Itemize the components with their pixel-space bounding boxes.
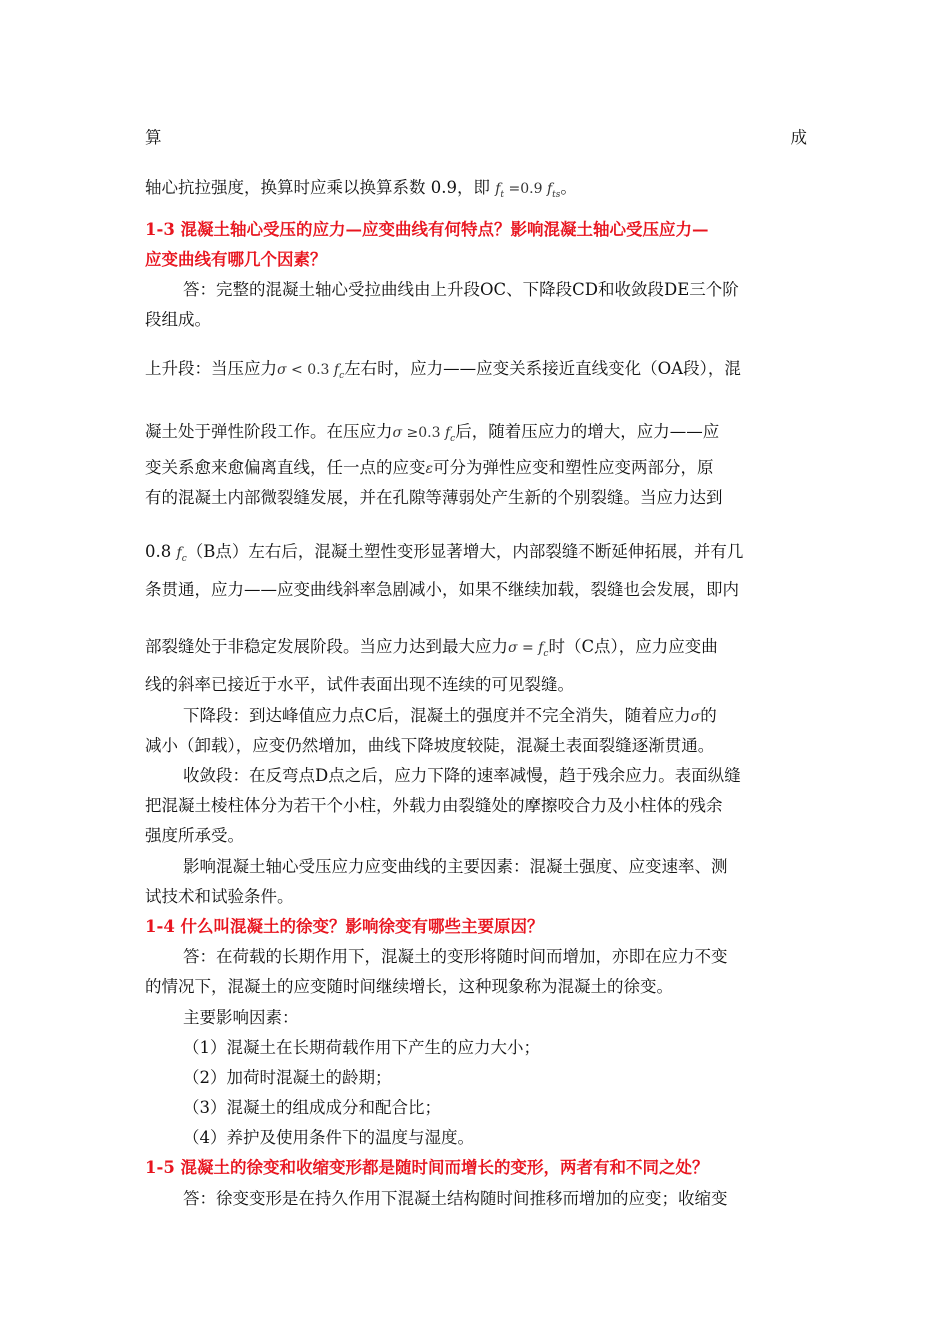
paragraph-line: 部裂缝处于非稳定发展阶段。当应力达到最大应力$\sigma = f_c$时（C点），应力应变曲 <box>145 637 718 659</box>
paragraph-line: 段组成。 <box>145 310 211 329</box>
paragraph-line: 答：徐变变形是在持久作用下混凝土结构随时间推移而增加的应变；收缩变 <box>183 1189 728 1208</box>
text-fragment: 成 <box>790 128 807 147</box>
math-symbol: $f_t =0.9$ $f_{ts}$ <box>495 181 561 200</box>
text-fragment: 轴心抗拉强度，换算时应乘以换算系数 0.9，即 <box>145 178 496 197</box>
section-heading: 1-3 混凝土轴心受压的应力—应变曲线有何特点？影响混凝土轴心受压应力— <box>145 220 709 239</box>
paragraph-line: 试技术和试验条件。 <box>145 887 294 906</box>
text-fragment: 。 <box>560 178 577 197</box>
paragraph-line: 影响混凝土轴心受压应力应变曲线的主要因素：混凝土强度、应变速率、测 <box>183 857 728 876</box>
list-item: （4）养护及使用条件下的温度与湿度。 <box>183 1128 474 1147</box>
math-symbol: ε <box>425 461 434 477</box>
paragraph-line: 下降段：到达峰值应力点C后，混凝土的强度并不完全消失，随着应力σ的 <box>183 706 717 725</box>
paragraph-line: 0.8 $f_c(B$点）左右后，混凝土塑性变形显著增大，内部裂缝不断延伸拓展，并有几 <box>145 542 744 564</box>
list-item: （3）混凝土的组成成分和配合比； <box>183 1098 441 1117</box>
paragraph-line: 主要影响因素： <box>183 1008 299 1027</box>
text-fragment: 算 <box>145 128 162 147</box>
math-symbol: $f_c$ <box>176 545 187 564</box>
math-symbol: σ < 0.3 $f_c$ <box>277 362 345 381</box>
paragraph-line: 减小（卸载），应变仍然增加，曲线下降坡度较陡，混凝土表面裂缝逐渐贯通。 <box>145 736 715 755</box>
list-item: （2）加荷时混凝土的龄期； <box>183 1068 392 1087</box>
paragraph-line: 强度所承受。 <box>145 826 244 845</box>
math-symbol: $\sigma = f_c$ <box>508 640 549 659</box>
paragraph-line: 答：在荷载的长期作用下，混凝土的变形将随时间而增加，亦即在应力不变 <box>183 947 728 966</box>
text-line <box>145 126 807 150</box>
section-heading: 1-4 什么叫混凝土的徐变？影响徐变有哪些主要原因？ <box>145 917 544 936</box>
paragraph-line: 条贯通，应力——应变曲线斜率急剧减小，如果不继续加载，裂缝也会发展，即内 <box>145 580 739 599</box>
paragraph-line: 的情况下，混凝土的应变随时间继续增长，这种现象称为混凝土的徐变。 <box>145 977 673 996</box>
section-heading: 1-5 混凝土的徐变和收缩变形都是随时间而增长的变形，两者有和不同之处？ <box>145 1158 709 1177</box>
paragraph-line: 有的混凝土内部微裂缝发展，并在孔隙等薄弱处产生新的个别裂缝。当应力达到 <box>145 488 723 507</box>
section-heading: 应变曲线有哪几个因素？ <box>145 250 327 269</box>
paragraph-line: 凝土处于弹性阶段工作。在压应力σ ≥0.3 $f_c$后，随着压应力的增大，应力——应 <box>145 422 720 444</box>
list-item: （1）混凝土在长期荷载作用下产生的应力大小； <box>183 1038 540 1057</box>
paragraph-line: 答：完整的混凝土轴心受拉曲线由上升段OC、下降段CD和收敛段DE三个阶 <box>183 280 739 299</box>
math-symbol: σ ≥0.3 $f_c$ <box>392 425 456 444</box>
paragraph-line: 线的斜率已接近于水平，试件表面出现不连续的可见裂缝。 <box>145 675 574 694</box>
text-line <box>145 176 807 207</box>
paragraph-line: 把混凝土棱柱体分为若干个小柱，外载力由裂缝处的摩擦咬合力及小柱体的残余 <box>145 796 723 815</box>
paragraph-line: 变关系愈来愈偏离直线，任一点的应变ε可分为弹性应变和塑性应变两部分，原 <box>145 458 714 477</box>
paragraph-line: 收敛段：在反弯点D点之后，应力下降的速率减慢，趋于残余应力。表面纵缝 <box>183 766 741 785</box>
paragraph-line: 上升段：当压应力σ < 0.3 $f_c$左右时，应力——应变关系接近直线变化（OA段），混 <box>145 359 741 381</box>
math-symbol: σ <box>690 709 701 725</box>
